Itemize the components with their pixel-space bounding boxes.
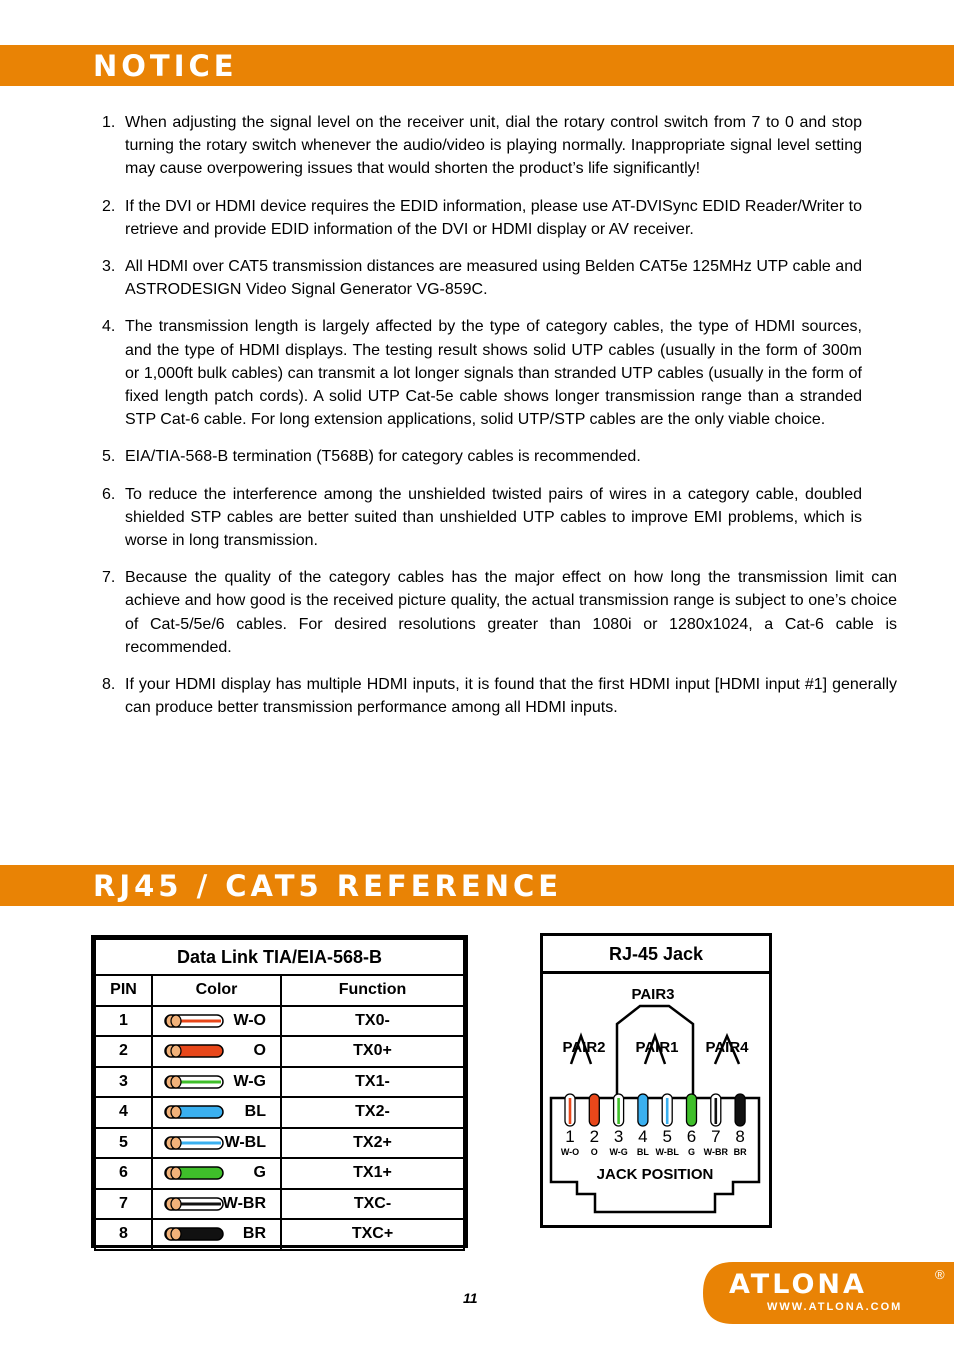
- pair3-label: PAIR3: [631, 986, 675, 1003]
- jack-pin-code: O: [590, 1147, 598, 1157]
- pin-color-cell: [152, 1189, 281, 1220]
- table-row: [95, 1097, 464, 1128]
- list-item: [97, 255, 862, 301]
- atlona-logo: [703, 1262, 954, 1324]
- pin-table-title: Data Link TIA/EIA-568-B: [95, 939, 464, 975]
- list-item: [97, 673, 897, 719]
- jack-pin-code: BR: [733, 1147, 747, 1157]
- pair4-label: PAIR4: [705, 1039, 749, 1056]
- wire-swatch-icon: [163, 1196, 225, 1212]
- jack-pin-number: 6: [686, 1127, 697, 1146]
- jack-pin-code: G: [687, 1147, 696, 1157]
- notice-title: NOTICE: [93, 49, 238, 83]
- jack-pin-number: 7: [711, 1127, 721, 1146]
- jack-pin-code: W-BR: [703, 1147, 728, 1157]
- list-item-text: EIA/TIA-568-B termination (T568B) for category cables is recommended.: [125, 448, 641, 466]
- pin-function: TX0-: [281, 1006, 464, 1037]
- pin-table-body: [95, 1006, 464, 1250]
- jack-wire-4: [638, 1094, 648, 1126]
- list-item-number: 2.: [102, 197, 116, 215]
- pin-color-label: G: [253, 1164, 266, 1181]
- list-item-number: 1.: [102, 114, 116, 131]
- pin-color-label: BL: [244, 1103, 266, 1120]
- jack-wire-stripe-7: [715, 1098, 718, 1124]
- table-row: [95, 1067, 464, 1098]
- list-item: [97, 315, 862, 431]
- jack-pin-number: 5: [662, 1127, 672, 1146]
- pin-number: 7: [95, 1189, 152, 1220]
- list-item: [97, 111, 862, 181]
- table-row: [95, 1158, 464, 1189]
- list-item-text: To reduce the interference among the unshielded twisted pairs of wires in a category cable, doubled shielded STP cables are better suited than unshielded UTP cables to improve EMI problems, which is worse in long transmission.: [125, 485, 862, 550]
- pin-color-label: W-O: [233, 1011, 266, 1029]
- pin-color-cell: [152, 1067, 281, 1098]
- list-item-number: 3.: [102, 258, 116, 276]
- jack-pin-code: BL: [636, 1147, 649, 1157]
- pin-color-cell: [152, 1158, 281, 1189]
- page-number: 11: [463, 1290, 478, 1306]
- jack-pin-code: W-O: [560, 1147, 580, 1157]
- rj45-jack-box: [540, 933, 772, 1228]
- pin-color-label: BR: [242, 1225, 266, 1242]
- pin-function: TX2-: [281, 1097, 464, 1128]
- pin-number: 8: [95, 1219, 152, 1250]
- logo-url: WWW.ATLONA.COM: [767, 1301, 903, 1313]
- wire-swatch-icon: [163, 1013, 225, 1029]
- jack-wire-stripe-1: [569, 1098, 572, 1124]
- wire-swatch-icon: [163, 1135, 225, 1151]
- pin-table-box: [91, 935, 468, 1248]
- pin-color-label: W-G: [233, 1072, 266, 1090]
- jack-wire-2: [589, 1094, 599, 1126]
- table-row: [95, 1219, 464, 1250]
- jack-pin-code: W-G: [609, 1147, 628, 1157]
- list-item-number: 8.: [102, 676, 116, 694]
- list-item: [97, 566, 897, 659]
- jack-wire-6: [687, 1094, 697, 1126]
- pin-color-cell: [152, 1097, 281, 1128]
- wire-swatch-icon: [163, 1165, 225, 1181]
- list-item-text: If your HDMI display has multiple HDMI inputs, it is found that the first HDMI input [HDMI input #1] generally can produce better transmission performance among all HDMI inputs.: [125, 676, 897, 717]
- pin-function: TX1+: [281, 1158, 464, 1189]
- list-item-text: All HDMI over CAT5 transmission distances are measured using Belden CAT5e 125MHz UTP cable and ASTRODESIGN Video Signal Generator VG-859C.: [125, 258, 862, 299]
- pin-table: [94, 938, 465, 1251]
- wire-swatch-icon: [163, 1104, 225, 1120]
- column-header-pin: PIN: [95, 975, 152, 1006]
- reference-title: RJ45 / CAT5 REFERENCE: [93, 869, 563, 903]
- list-item-text: When adjusting the signal level on the receiver unit, dial the rotary control switch from 7 to 0 and stop turning the rotary switch whenever the audio/video is playing normally. Inappropriate signal level setting may cause overpowering issues that would shorten the product’s life significantly!: [125, 114, 862, 178]
- logo-brand: ATLONA: [729, 1269, 867, 1300]
- jack-diagram: [543, 974, 769, 1229]
- pin-function: TX2+: [281, 1128, 464, 1159]
- list-item: [97, 195, 862, 241]
- pin-function: TXC-: [281, 1189, 464, 1220]
- jack-pins: [561, 1094, 747, 1157]
- jack-pin-number: 4: [638, 1127, 648, 1146]
- pin-color-label: W-BL: [224, 1133, 266, 1151]
- notice-banner: [0, 45, 954, 86]
- pin-function: TXC+: [281, 1219, 464, 1250]
- list-item-text: The transmission length is largely affected by the type of category cables, the type of HDMI sources, and the type of HDMI displays. The testing result shows solid UTP cables (usually in the form of 300m or 1,000ft bulk cables) can transmit a lot longer signals than stranded UTP cables (usually in the form of fixed length patch cords). A solid UTP Cat-5e cable shows longer transmission range than a stranded STP Cat-6 cable. For long extension applications, solid UTP/STP cables are the only viable choice.: [125, 318, 862, 429]
- pin-number: 6: [95, 1158, 152, 1189]
- list-item-number: 7.: [102, 569, 116, 587]
- wire-swatch-icon: [163, 1074, 225, 1090]
- list-item-number: 4.: [102, 318, 116, 336]
- table-row: [95, 1036, 464, 1067]
- column-header-function: Function: [281, 975, 464, 1006]
- table-row: [95, 1006, 464, 1037]
- jack-wire-stripe-5: [666, 1098, 669, 1124]
- logo-graphic: [703, 1262, 954, 1324]
- table-row: [95, 1189, 464, 1220]
- pin-color-cell: [152, 1006, 281, 1037]
- jack-wire-8: [735, 1094, 745, 1126]
- pin-color-label: O: [253, 1042, 266, 1059]
- list-item: [97, 445, 862, 468]
- jack-pin-number: 1: [565, 1127, 575, 1146]
- list-item: [97, 483, 862, 553]
- jack-pin-code: W-BL: [655, 1147, 679, 1157]
- pair1-label: PAIR1: [635, 1039, 679, 1056]
- pin-number: 5: [95, 1128, 152, 1159]
- list-item-text: Because the quality of the category cables has the major effect on how long the transmission limit can achieve and how good is the received picture quality, the actual transmission range is subject to one’s choice of Cat-5/5e/6 cables. For desired resolutions greater than 1080i or 1280x1024, a Cat-6 cable is recommended.: [125, 569, 897, 656]
- pair2-label: PAIR2: [562, 1039, 606, 1056]
- jack-pin-number: 2: [589, 1127, 600, 1146]
- reference-banner: [0, 865, 954, 906]
- wire-swatch-icon: [163, 1043, 225, 1059]
- column-header-color: Color: [152, 975, 281, 1006]
- pin-number: 1: [95, 1006, 152, 1037]
- pin-number: 4: [95, 1097, 152, 1128]
- list-item-text: If the DVI or HDMI device requires the EDID information, please use AT-DVISync EDID Reader/Writer to retrieve and provide EDID information of the DVI or HDMI display or AV receiver.: [125, 197, 862, 238]
- list-item-number: 5.: [102, 448, 116, 466]
- jack-position-label: JACK POSITION: [596, 1166, 714, 1183]
- pin-color-cell: [152, 1036, 281, 1067]
- jack-wire-stripe-3: [617, 1098, 620, 1124]
- pin-color-cell: [152, 1128, 281, 1159]
- list-item-number: 6.: [102, 485, 116, 503]
- pin-function: TX1-: [281, 1067, 464, 1098]
- logo-registered: ®: [935, 1267, 945, 1282]
- wire-swatch-icon: [163, 1226, 225, 1242]
- pin-number: 3: [95, 1067, 152, 1098]
- jack-pin-number: 8: [735, 1127, 745, 1146]
- jack-pin-number: 3: [613, 1127, 624, 1146]
- pin-color-label: W-BR: [222, 1194, 266, 1212]
- notice-list: [97, 111, 897, 733]
- table-row: [95, 1128, 464, 1159]
- pin-function: TX0+: [281, 1036, 464, 1067]
- pin-number: 2: [95, 1036, 152, 1067]
- pin-color-cell: [152, 1219, 281, 1250]
- jack-title: RJ-45 Jack: [543, 936, 769, 974]
